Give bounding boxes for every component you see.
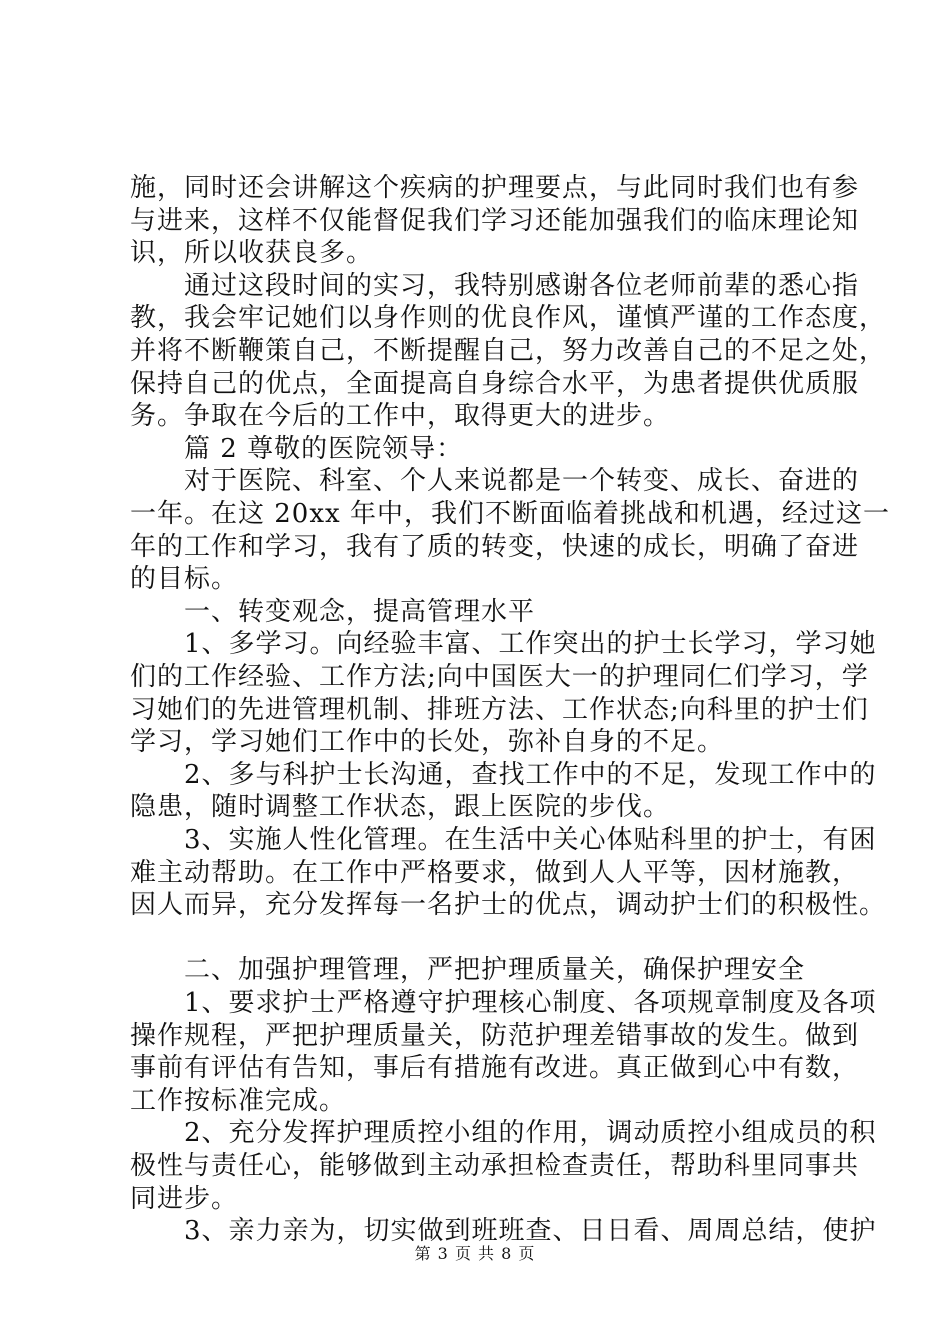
text-line: 习她们的先进管理机制、排班方法、工作状态;向科里的护士们 (130, 695, 869, 725)
text-line: 难主动帮助。在工作中严格要求，做到人人平等，因材施教， (130, 858, 860, 888)
text-line: 对于医院、科室、个人来说都是一个转变、成长、奋进的 (130, 466, 860, 496)
text-line: 3、实施人性化管理。在生活中关心体贴科里的护士，有困 (130, 825, 877, 855)
text-line (130, 922, 850, 956)
text-line: 保持自己的优点，全面提高自身综合水平，为患者提供优质服 (130, 369, 860, 399)
text-line: 同进步。 (130, 1184, 239, 1214)
text-line: 通过这段时间的实习，我特别感谢各位老师前辈的悉心指 (130, 271, 860, 301)
text-line: 的目标。 (130, 564, 239, 594)
text-line: 极性与责任心，能够做到主动承担检查责任，帮助科里同事共 (130, 1151, 860, 1181)
text-line: 与进来，这样不仅能督促我们学习还能加强我们的临床理论知 (130, 206, 860, 236)
text-line: 1、多学习。向经验丰富、工作突出的护士长学习，学习她 (130, 629, 877, 659)
text-line: 学习，学习她们工作中的长处，弥补自身的不足。 (130, 727, 725, 757)
text-line: 2、多与科护士长沟通，查找工作中的不足，发现工作中的 (130, 760, 877, 790)
text-line: 年的工作和学习，我有了质的转变，快速的成长，明确了奋进 (130, 532, 860, 562)
text-line: 识，所以收获良多。 (130, 238, 374, 268)
text-line: 1、要求护士严格遵守护理核心制度、各项规章制度及各项 (130, 988, 877, 1018)
text-line: 3、亲力亲为，切实做到班班查、日日看、周周总结，使护 (130, 1216, 877, 1246)
text-line: 务。争取在今后的工作中，取得更大的进步。 (130, 401, 671, 431)
text-line: 二、加强护理管理，严把护理质量关，确保护理安全 (130, 955, 806, 985)
text-line: 并将不断鞭策自己，不断提醒自己，努力改善自己的不足之处， (130, 336, 887, 366)
text-line: 一年。在这 20xx 年中，我们不断面临着挑战和机遇，经过这一 (130, 499, 890, 529)
text-line: 一、转变观念，提高管理水平 (130, 597, 536, 627)
page-footer: 第 3 页 共 8 页 (414, 1244, 536, 1263)
text-line: 操作规程，严把护理质量关，防范护理差错事故的发生。做到 (130, 1021, 860, 1051)
text-line: 施，同时还会讲解这个疾病的护理要点，与此同时我们也有参 (130, 173, 860, 203)
text-line: 篇 2 尊敬的医院领导： (130, 434, 464, 464)
text-line: 2、充分发挥护理质控小组的作用，调动质控小组成员的积 (130, 1118, 877, 1148)
text-line: 工作按标准完成。 (130, 1086, 347, 1116)
text-line: 教，我会牢记她们以身作则的优良作风，谨慎严谨的工作态度， (130, 303, 887, 333)
text-line: 们的工作经验、工作方法;向中国医大一的护理同仁们学习，学 (130, 662, 869, 692)
text-line: 事前有评估有告知，事后有措施有改进。真正做到心中有数， (130, 1053, 860, 1083)
text-line: 因人而异，充分发挥每一名护士的优点，调动护士们的积极性。 (130, 890, 887, 920)
text-line: 隐患，随时调整工作状态，跟上医院的步伐。 (130, 792, 671, 822)
